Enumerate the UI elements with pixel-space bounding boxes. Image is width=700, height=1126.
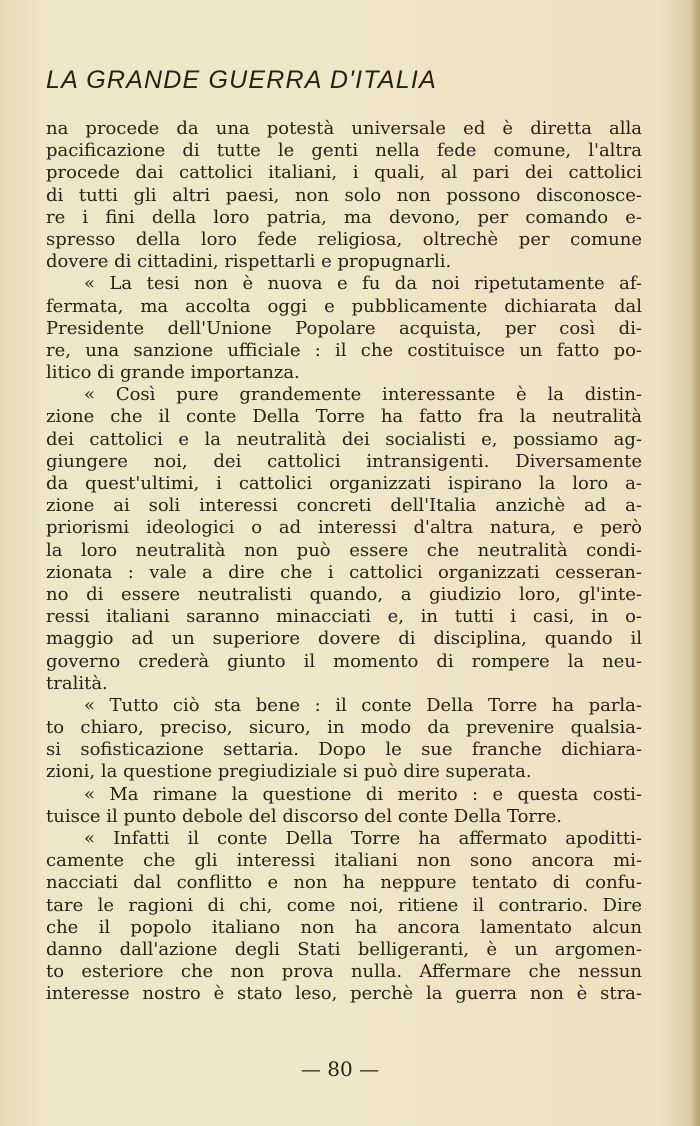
page-edge-shadow <box>690 0 700 1126</box>
text-line: « Tutto ciò sta bene : il conte Della Torre ha parla- <box>84 694 642 716</box>
text-line: priorismi ideologici o ad interessi d'altra natura, e però <box>46 517 642 539</box>
text-line: litico di grande importanza. <box>46 362 300 384</box>
text-line: ressi italiani saranno minacciati e, in tutti i casi, in o- <box>46 606 642 628</box>
text-line: tuisce il punto debole del discorso del conte Della Torre. <box>46 805 563 827</box>
text-line: governo crederà giunto il momento di rompere la neu- <box>46 650 642 672</box>
text-line: re, una sanzione ufficiale : il che costituisce un fatto po- <box>46 339 642 361</box>
body-text <box>46 118 642 1006</box>
text-line: zione che il conte Della Torre ha fatto fra la neutralità <box>46 406 642 428</box>
text-line: « Infatti il conte Della Torre ha affermato apoditti- <box>84 828 642 849</box>
text-line: dei cattolici e la neutralità dei socialisti e, possiamo ag- <box>46 428 642 450</box>
text-line: interesse nostro è stato leso, perchè la guerra non è stra- <box>46 983 642 1005</box>
text-line: camente che gli interessi italiani non sono ancora mi- <box>46 850 642 872</box>
text-line: no di essere neutralisti quando, a giudizio loro, gl'inte- <box>46 583 642 605</box>
text-line: « Così pure grandemente interessante è la distin- <box>84 384 642 406</box>
text-line: zioni, la questione pregiudiziale si può dire superata. <box>46 761 532 783</box>
text-line: di tutti gli altri paesi, non solo non possono disconosce- <box>46 184 642 206</box>
text-line: Presidente dell'Unione Popolare acquista, per così di- <box>46 317 642 339</box>
text-line: fermata, ma accolta oggi e pubblicamente dichiarata dal <box>46 295 642 317</box>
text-line: tralità. <box>46 672 108 694</box>
text-line: « Ma rimane la questione di merito : e questa costi- <box>84 783 642 805</box>
text-line: si sofisticazione settaria. Dopo le sue franche dichiara- <box>46 739 642 761</box>
text-line: che il popolo italiano non ha ancora lamentato alcun <box>46 916 642 938</box>
text-line: to chiaro, preciso, sicuro, in modo da prevenire qualsia- <box>46 717 642 739</box>
text-line: da quest'ultimi, i cattolici organizzati ispirano la loro a- <box>46 473 642 494</box>
text-line: nacciati dal conflitto e non ha neppure tentato di confu- <box>46 872 642 894</box>
text-line: re i fini della loro patria, ma devono, per comando e- <box>46 206 642 228</box>
text-line: giungere noi, dei cattolici intransigenti. Diversamente <box>46 450 642 472</box>
page-number: — 80 — <box>300 1057 380 1081</box>
text-line: dovere di cittadini, rispettarli e propugnarli. <box>46 251 452 273</box>
text-line: maggio ad un superiore dovere di disciplina, quando il <box>46 628 642 650</box>
text-line: na procede da una potestà universale ed è diretta alla <box>46 118 642 139</box>
text-line: la loro neutralità non può essere che neutralità condi- <box>46 539 642 561</box>
text-line: pacificazione di tutte le genti nella fede comune, l'altra <box>46 140 642 162</box>
running-head: LA GRANDE GUERRA D'ITALIA <box>46 66 437 94</box>
text-line: procede dai cattolici italiani, i quali, al pari dei cattolici <box>46 162 642 184</box>
text-line: zione ai soli interessi concreti dell'Italia anzichè ad a- <box>46 495 642 517</box>
text-line: « La tesi non è nuova e fu da noi ripetutamente af- <box>84 273 642 295</box>
text-line: spresso della loro fede religiosa, oltrechè per comune <box>46 228 642 250</box>
text-line: to esteriore che non prova nulla. Affermare che nessun <box>46 961 642 983</box>
text-line: zionata : vale a dire che i cattolici organizzati cesseran- <box>46 561 642 583</box>
text-line: danno dall'azione degli Stati belligeranti, è un argomen- <box>46 938 642 960</box>
text-line: tare le ragioni di chi, come noi, ritiene il contrario. Dire <box>46 894 642 916</box>
